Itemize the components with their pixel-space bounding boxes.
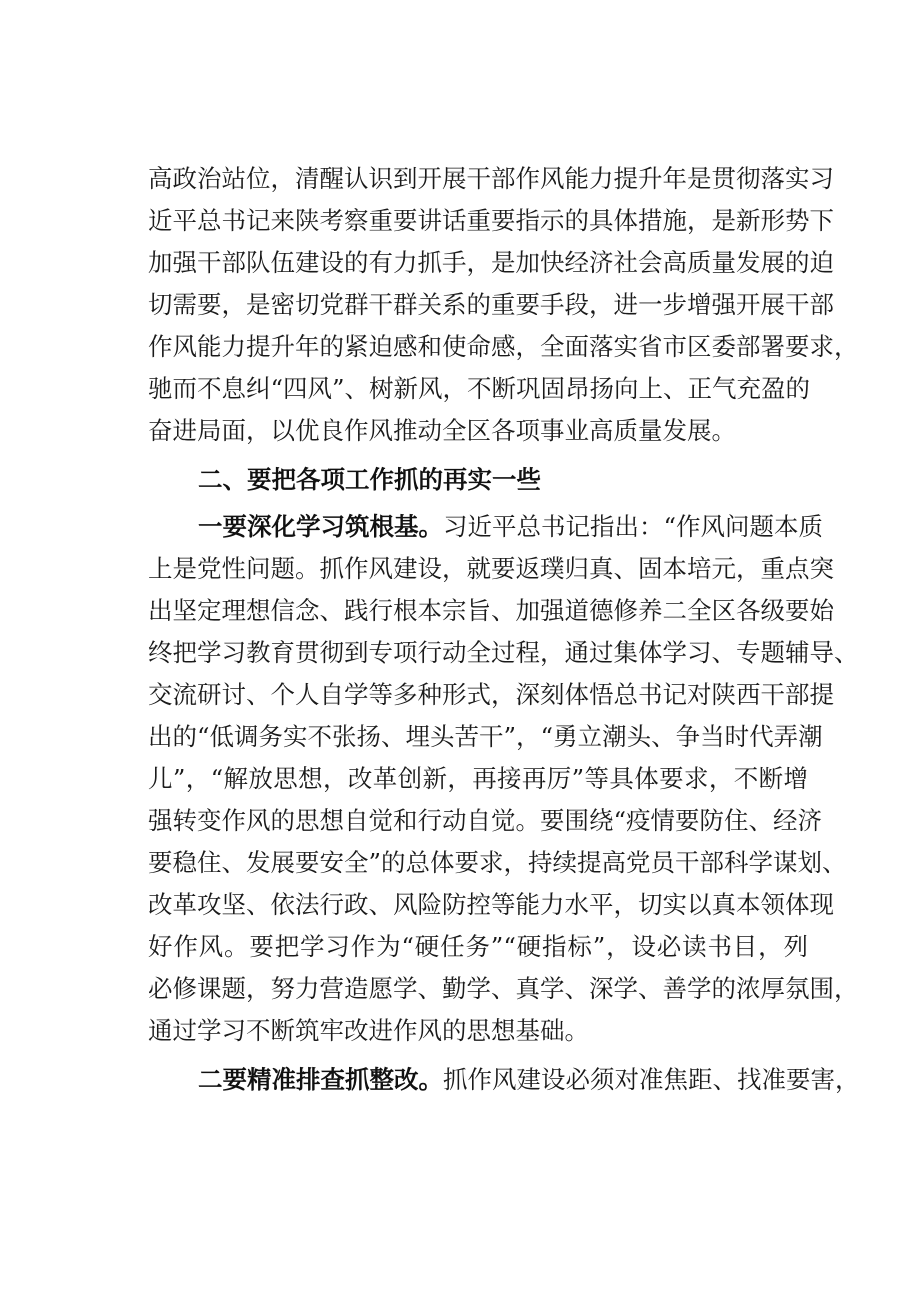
paragraph-lead-rest: 抓作风建设必须对准焦距、找准要害， bbox=[443, 1065, 860, 1094]
paragraph-line: 要稳住、发展要安全”的总体要求，持续提高党员干部科学谋划、 bbox=[148, 848, 847, 877]
paragraph-line: 加强干部队伍建设的有力抓手，是加快经济社会高质量发展的迫 bbox=[148, 248, 834, 277]
paragraph-line: 近平总书记来陕考察重要讲话重要指示的具体措施，是新形势下 bbox=[148, 206, 834, 235]
paragraph-line: 通过学习不断筑牢改进作风的思想基础。 bbox=[148, 1016, 589, 1045]
paragraph-line: 必修课题，努力营造愿学、勤学、真学、深学、善学的浓厚氛围， bbox=[148, 974, 859, 1003]
paragraph-line: 上是党性问题。抓作风建设，就要返璞归真、固本培元，重点突 bbox=[148, 554, 834, 583]
paragraph-line: 驰而不息纠“四风”、树新风，不断巩固昂扬向上、正气充盈的 bbox=[148, 374, 811, 403]
paragraph-line: 交流研讨、个人自学等多种形式，深刻体悟总书记对陕西干部提 bbox=[148, 680, 834, 709]
paragraph-line: 切需要，是密切党群干群关系的重要手段，进一步增强开展干部 bbox=[148, 290, 834, 319]
paragraph-line: 出坚定理想信念、践行根本宗旨、加强道德修养二全区各级要始 bbox=[148, 596, 834, 625]
paragraph-lead-bold: 一要深化学习筑根基。 bbox=[198, 512, 443, 541]
paragraph-line: 改革攻坚、依法行政、风险防控等能力水平，切实以真本领体现 bbox=[148, 890, 834, 919]
paragraph-line: 奋进局面，以优良作风推动全区各项事业高质量发展。 bbox=[148, 416, 736, 445]
paragraph-line: 高政治站位，清醒认识到开展干部作风能力提升年是贯彻落实习 bbox=[148, 164, 834, 193]
paragraph-line: 好作风。要把学习作为“硬任务”“硬指标”，设必读书目，列 bbox=[148, 932, 808, 961]
section-heading: 二、要把各项工作抓的再实一些 bbox=[198, 465, 541, 494]
paragraph-line: 出的“低调务实不张扬、埋头苦干”，“勇立潮头、争当时代弄潮 bbox=[148, 722, 823, 751]
paragraph-line: 作风能力提升年的紧迫感和使命感，全面落实省市区委部署要求， bbox=[148, 332, 859, 361]
paragraph-line: 强转变作风的思想自觉和行动自觉。要围绕“疫情要防住、经济 bbox=[148, 806, 823, 835]
paragraph-lead-rest: 习近平总书记指出：“作风问题本质 bbox=[443, 512, 824, 541]
paragraph-lead-bold: 二要精准排查抓整改。 bbox=[198, 1065, 443, 1094]
paragraph-first-line bbox=[198, 1059, 860, 1101]
paragraph-line: 儿”，“解放思想，改革创新，再接再厉”等具体要求，不断增 bbox=[148, 764, 808, 793]
paragraph-first-line bbox=[198, 506, 824, 548]
paragraph-line: 终把学习教育贯彻到专项行动全过程，通过集体学习、专题辅导、 bbox=[148, 638, 859, 667]
